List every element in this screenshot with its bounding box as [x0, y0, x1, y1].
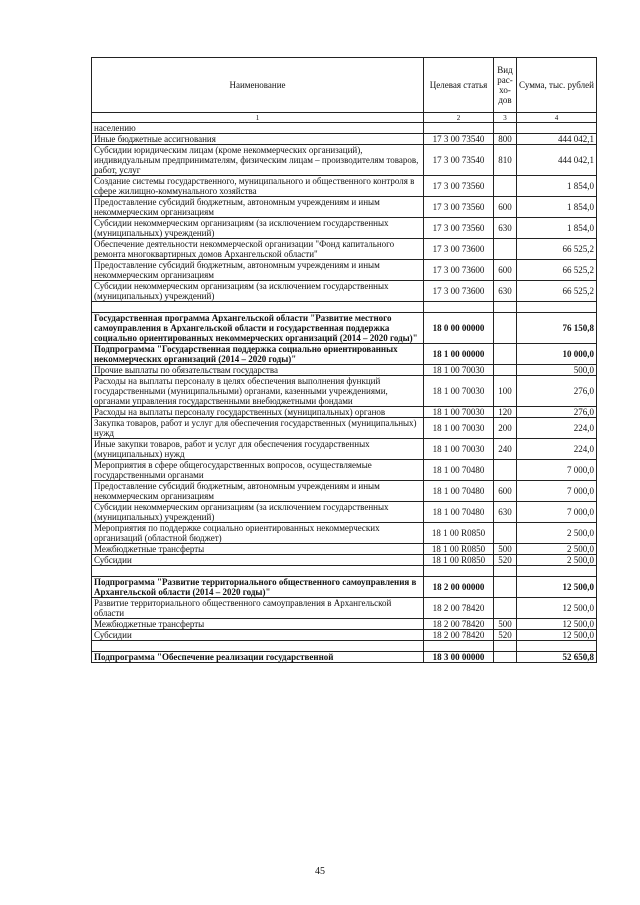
sum-cell: 10 000,0: [517, 344, 597, 365]
sum-cell: 12 500,0: [517, 598, 597, 619]
table-row: [92, 239, 597, 260]
spacer-cell: [494, 641, 517, 652]
kind-cell: 500: [494, 619, 517, 630]
name-cell: Подпрограмма "Государственная поддержка социально ориентированных некоммерческих организаций (2014 – 2020 годы)": [92, 344, 424, 365]
sum-cell: 12 500,0: [517, 630, 597, 641]
table-row: [92, 365, 597, 376]
table-row: [92, 123, 597, 134]
kind-cell: [494, 313, 517, 344]
kind-cell: [494, 239, 517, 260]
code-cell: 17 3 00 73600: [424, 281, 494, 302]
table-row: [92, 134, 597, 145]
kind-cell: 520: [494, 555, 517, 566]
code-cell: 18 1 00 70480: [424, 481, 494, 502]
sum-cell: 12 500,0: [517, 619, 597, 630]
code-cell: 18 1 00 70480: [424, 460, 494, 481]
table-row: [92, 376, 597, 407]
code-cell: 18 1 00 70030: [424, 407, 494, 418]
table-row: [92, 344, 597, 365]
sum-cell: 12 500,0: [517, 577, 597, 598]
name-cell: Государственная программа Архангельской области "Развитие местного самоуправления в Архангельской области и государственная поддержка социально ориентированных некоммерческих организаций (2014 – 2020 годы)": [92, 313, 424, 344]
sum-cell: 66 525,2: [517, 281, 597, 302]
kind-cell: 240: [494, 439, 517, 460]
budget-table: [91, 57, 597, 663]
name-cell: Мероприятия по поддержке социально ориентированных некоммерческих организаций (областной бюджет): [92, 523, 424, 544]
sum-cell: 2 500,0: [517, 544, 597, 555]
name-cell: Мероприятия в сфере общегосударственных вопросов, осуществляемые государственными органами: [92, 460, 424, 481]
table-row: [92, 281, 597, 302]
kind-cell: [494, 176, 517, 197]
code-cell: 18 2 00 78420: [424, 598, 494, 619]
spacer-cell: [92, 302, 424, 313]
code-cell: 18 0 00 00000: [424, 313, 494, 344]
code-cell: 18 1 00 R0850: [424, 523, 494, 544]
sum-cell: 224,0: [517, 439, 597, 460]
table-row: [92, 197, 597, 218]
code-cell: 18 1 00 70030: [424, 418, 494, 439]
kind-cell: [494, 123, 517, 134]
spacer-cell: [424, 566, 494, 577]
sum-cell: 444 042,1: [517, 145, 597, 176]
name-cell: Предоставление субсидий бюджетным, автономным учреждениям и иным некоммерческим организациям: [92, 260, 424, 281]
kind-cell: [494, 598, 517, 619]
sum-cell: 276,0: [517, 407, 597, 418]
table-row: [92, 313, 597, 344]
code-cell: 17 3 00 73560: [424, 197, 494, 218]
sum-cell: 7 000,0: [517, 481, 597, 502]
spacer-row: [92, 302, 597, 313]
kind-cell: 120: [494, 407, 517, 418]
code-cell: 18 1 00 70480: [424, 502, 494, 523]
page-number: 45: [315, 866, 325, 877]
kind-cell: 800: [494, 134, 517, 145]
table-row: [92, 407, 597, 418]
kind-cell: 600: [494, 260, 517, 281]
name-cell: Предоставление субсидий бюджетным, автономным учреждениям и иным некоммерческим организациям: [92, 481, 424, 502]
code-cell: 18 3 00 00000: [424, 652, 494, 663]
sum-cell: 1 854,0: [517, 218, 597, 239]
spacer-cell: [424, 302, 494, 313]
table-row: [92, 502, 597, 523]
code-cell: 17 3 00 73540: [424, 134, 494, 145]
name-cell: Расходы на выплаты персоналу государственных (муниципальных) органов: [92, 407, 424, 418]
code-cell: 17 3 00 73540: [424, 145, 494, 176]
sum-cell: 1 854,0: [517, 197, 597, 218]
table-row: [92, 619, 597, 630]
kind-cell: 630: [494, 502, 517, 523]
spacer-cell: [424, 641, 494, 652]
spacer-cell: [517, 302, 597, 313]
table-row: [92, 145, 597, 176]
code-cell: 18 1 00 R0850: [424, 544, 494, 555]
table-row: [92, 555, 597, 566]
code-cell: 17 3 00 73560: [424, 176, 494, 197]
code-cell: 18 1 00 70030: [424, 376, 494, 407]
table-row: [92, 652, 597, 663]
kind-cell: [494, 365, 517, 376]
code-cell: 18 1 00 70030: [424, 365, 494, 376]
kind-cell: 100: [494, 376, 517, 407]
name-cell: Субсидии юридическим лицам (кроме некоммерческих организаций), индивидуальным предпринимателям, физическим лицам – производителям товаров, работ, услуг: [92, 145, 424, 176]
name-cell: Подпрограмма "Развитие территориального общественного самоуправления в Архангельской области (2014 – 2020 годы)": [92, 577, 424, 598]
table-row: [92, 577, 597, 598]
code-cell: 17 3 00 73600: [424, 239, 494, 260]
name-cell: Субсидии некоммерческим организациям (за исключением государственных (муниципальных) учреждений): [92, 218, 424, 239]
column-number-4: 4: [517, 113, 597, 123]
sum-cell: 66 525,2: [517, 239, 597, 260]
sum-cell: 276,0: [517, 376, 597, 407]
name-cell: Подпрограмма "Обеспечение реализации государственной: [92, 652, 424, 663]
column-number-2: 2: [424, 113, 494, 123]
sum-cell: 7 000,0: [517, 502, 597, 523]
kind-cell: 810: [494, 145, 517, 176]
code-cell: 18 2 00 00000: [424, 577, 494, 598]
kind-cell: [494, 652, 517, 663]
table-row: [92, 218, 597, 239]
kind-cell: 600: [494, 481, 517, 502]
name-cell: Межбюджетные трансферты: [92, 619, 424, 630]
table-row: [92, 544, 597, 555]
code-cell: 18 1 00 R0850: [424, 555, 494, 566]
header-kind: Вид рас-хо-дов: [494, 58, 517, 113]
name-cell: Субсидии некоммерческим организациям (за исключением государственных (муниципальных) учреждений): [92, 502, 424, 523]
code-cell: [424, 123, 494, 134]
kind-cell: 520: [494, 630, 517, 641]
kind-cell: [494, 460, 517, 481]
spacer-row: [92, 566, 597, 577]
table-body: [92, 123, 597, 663]
sum-cell: 2 500,0: [517, 555, 597, 566]
name-cell: Субсидии: [92, 555, 424, 566]
sum-cell: 444 042,1: [517, 134, 597, 145]
kind-cell: [494, 523, 517, 544]
spacer-cell: [517, 566, 597, 577]
name-cell: Иные закупки товаров, работ и услуг для обеспечения государственных (муниципальных) нужд: [92, 439, 424, 460]
table-row: [92, 418, 597, 439]
name-cell: Межбюджетные трансферты: [92, 544, 424, 555]
name-cell: Создание системы государственного, муниципального и общественного контроля в сфере жилищно-коммунального хозяйства: [92, 176, 424, 197]
code-cell: 17 3 00 73600: [424, 260, 494, 281]
code-cell: 18 1 00 70030: [424, 439, 494, 460]
sum-cell: 500,0: [517, 365, 597, 376]
sum-cell: [517, 123, 597, 134]
name-cell: Иные бюджетные ассигнования: [92, 134, 424, 145]
name-cell: Субсидии: [92, 630, 424, 641]
name-cell: Предоставление субсидий бюджетным, автономным учреждениям и иным некоммерческим организациям: [92, 197, 424, 218]
kind-cell: 630: [494, 218, 517, 239]
column-number-1: 1: [92, 113, 424, 123]
code-cell: 17 3 00 73560: [424, 218, 494, 239]
sum-cell: 66 525,2: [517, 260, 597, 281]
name-cell: Закупка товаров, работ и услуг для обеспечения государственных (муниципальных) нужд: [92, 418, 424, 439]
table-row: [92, 460, 597, 481]
table-row: [92, 630, 597, 641]
spacer-cell: [494, 566, 517, 577]
spacer-cell: [494, 302, 517, 313]
spacer-cell: [92, 641, 424, 652]
header-name: Наименование: [92, 58, 424, 113]
column-number-3: 3: [494, 113, 517, 123]
sum-cell: 2 500,0: [517, 523, 597, 544]
header-code: Целевая статья: [424, 58, 494, 113]
sum-cell: 76 150,8: [517, 313, 597, 344]
code-cell: 18 2 00 78420: [424, 630, 494, 641]
sum-cell: 52 650,8: [517, 652, 597, 663]
name-cell: Обеспечение деятельности некоммерческой организации "Фонд капитального ремонта многоквартирных домов Архангельской области": [92, 239, 424, 260]
header-sum: Сумма, тыс. рублей: [517, 58, 597, 113]
sum-cell: 1 854,0: [517, 176, 597, 197]
name-cell: населению: [92, 123, 424, 134]
kind-cell: 600: [494, 197, 517, 218]
code-cell: 18 1 00 00000: [424, 344, 494, 365]
spacer-cell: [92, 566, 424, 577]
kind-cell: 200: [494, 418, 517, 439]
sum-cell: 224,0: [517, 418, 597, 439]
name-cell: Расходы на выплаты персоналу в целях обеспечения выполнения функций государственными (муниципальными) органами, казенными учреждениями, органами управления государственными внебюджетными фондами: [92, 376, 424, 407]
name-cell: Субсидии некоммерческим организациям (за исключением государственных (муниципальных) учреждений): [92, 281, 424, 302]
table-row: [92, 439, 597, 460]
table-row: [92, 176, 597, 197]
table-row: [92, 481, 597, 502]
table-row: [92, 598, 597, 619]
table-header-row: [92, 58, 597, 113]
sum-cell: 7 000,0: [517, 460, 597, 481]
kind-cell: 630: [494, 281, 517, 302]
kind-cell: [494, 577, 517, 598]
name-cell: Развитие территориального общественного самоуправления в Архангельской области: [92, 598, 424, 619]
spacer-row: [92, 641, 597, 652]
spacer-cell: [517, 641, 597, 652]
table-row: [92, 523, 597, 544]
kind-cell: 500: [494, 544, 517, 555]
code-cell: 18 2 00 78420: [424, 619, 494, 630]
name-cell: Прочие выплаты по обязательствам государства: [92, 365, 424, 376]
kind-cell: [494, 344, 517, 365]
table-row: [92, 260, 597, 281]
column-number-row: [92, 113, 597, 123]
